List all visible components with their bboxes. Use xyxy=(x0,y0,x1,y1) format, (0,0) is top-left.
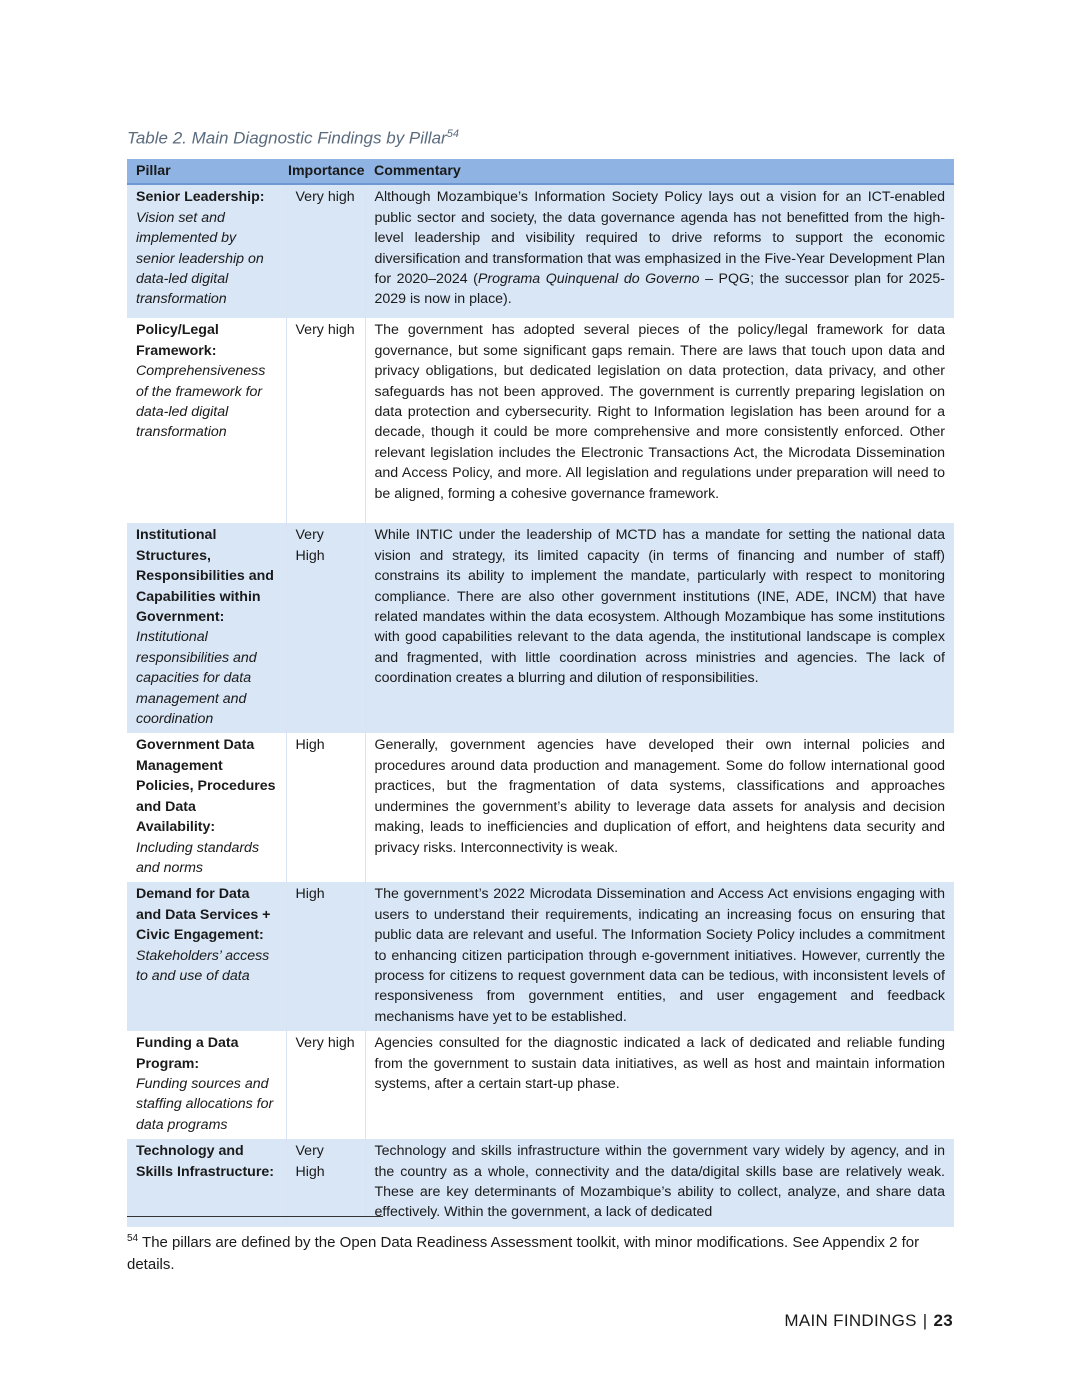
importance-cell: High xyxy=(286,733,365,882)
pillar-name: Institutional Structures, Responsibilities and Capabilities within Government: xyxy=(136,527,274,626)
footer-separator: | xyxy=(922,1311,928,1330)
footnote-number: 54 xyxy=(127,1233,139,1244)
commentary-cell: The government has adopted several pieces of the policy/legal framework for data governance, but some significant gaps remain. There are laws that touch upon data and privacy obligations, but dedicated legislation on data protection, data privacy, and other safeguards has not been approved. The government is currently preparing legislation on data protection and cybersecurity. Right to Information legislation has been around for a decade, though it could be more comprehensive and more consistently enforced. Other relevant legislation includes the Electronic Transactions Act, the Microdata Dissemination and Access Policy, and more. All legislation and regulations under preparation will need to be aligned, forming a cohesive governance framework. xyxy=(365,318,954,523)
table-row xyxy=(127,882,954,1031)
pillar-description: Comprehensiveness of the framework for data-led digital transformation xyxy=(136,363,266,441)
footnote-divider xyxy=(127,1216,383,1217)
table-caption xyxy=(127,128,459,149)
pillar-description: Vision set and implemented by senior leadership on data-led digital transformation xyxy=(136,209,264,308)
pillar-name: Technology and Skills Infrastructure: xyxy=(136,1143,274,1180)
table-row xyxy=(127,1139,954,1227)
pillar-name: Senior Leadership: xyxy=(136,189,265,206)
importance-cell: Very High xyxy=(286,1139,365,1227)
table-header-row xyxy=(127,159,954,184)
page-footer xyxy=(784,1311,953,1331)
table-row xyxy=(127,733,954,882)
pillar-cell xyxy=(127,523,286,733)
commentary-text-b: – PQG; the successor plan for 2025-2029 is now in place). xyxy=(374,271,945,308)
findings-table xyxy=(127,159,954,1227)
importance-cell: High xyxy=(286,882,365,1031)
table-row xyxy=(127,318,954,523)
pillar-description: Institutional responsibilities and capacities for data management and coordination xyxy=(136,629,257,728)
footnote-text: The pillars are defined by the Open Data Readiness Assessment toolkit, with minor modifications. See Appendix 2 for details. xyxy=(127,1234,920,1273)
header-pillar: Pillar xyxy=(127,159,286,184)
table-row xyxy=(127,184,954,318)
pillar-cell xyxy=(127,1139,286,1227)
table-row xyxy=(127,523,954,733)
table-row xyxy=(127,1031,954,1139)
pillar-cell xyxy=(127,1031,286,1139)
caption-text: Table 2. Main Diagnostic Findings by Pillar xyxy=(127,128,447,148)
importance-cell: Very High xyxy=(286,523,365,733)
pillar-name: Government Data Management Policies, Procedures and Data Availability: xyxy=(136,737,276,836)
importance-cell: Very high xyxy=(286,1031,365,1139)
commentary-cell: The government’s 2022 Microdata Dissemination and Access Act envisions engaging with users to understand their requirements, indicating an increasing focus on ensuring that public data are relevant and useful. The Information Society Policy includes a commitment to enhancing citizen participation through e-government initiatives. However, currently the process for citizens to request government data can be tedious, with inconsistent levels of responsiveness from government entities, and user engagement and feedback mechanisms have yet to be established. xyxy=(365,882,954,1031)
commentary-cell xyxy=(365,184,954,318)
header-commentary: Commentary xyxy=(365,159,954,184)
pillar-description: Funding sources and staffing allocations for data programs xyxy=(136,1075,274,1133)
page-number: 23 xyxy=(933,1311,953,1330)
commentary-cell: Generally, government agencies have developed their own internal policies and procedures around data production and management. Some do follow international good practices, but the fragmentation of data systems, classifications and approaches undermines the government’s ability to leverage data assets for analysis and decision making, leads to inefficiencies and duplication of effort, and heightens data security and privacy risks. Interconnectivity is weak. xyxy=(365,733,954,882)
commentary-cell: While INTIC under the leadership of MCTD has a mandate for setting the national data vision and strategy, its limited capacity (in terms of financing and number of staff) constrains its ability to implement the mandate, particularly with respect to monitoring compliance. There are also other government institutions (INE, ADE, INCM) that have related mandates within the data ecosystem. Although Mozambique has some institutions with good capabilities relevant to the data agenda, the institutional landscape is complex and fragmented, with little coordination across ministries and agencies. The lack of coordination creates a blurring and dilution of responsibilities. xyxy=(365,523,954,733)
pillar-cell xyxy=(127,733,286,882)
header-importance: Importance xyxy=(286,159,365,184)
pillar-description: Stakeholders’ access to and use of data xyxy=(136,947,270,984)
importance-cell: Very high xyxy=(286,318,365,523)
importance-cell: Very high xyxy=(286,184,365,318)
pillar-cell xyxy=(127,318,286,523)
pillar-name: Funding a Data Program: xyxy=(136,1035,239,1072)
pillar-name: Demand for Data and Data Services + Civic Engagement: xyxy=(136,886,271,944)
pillar-description: Including standards and norms xyxy=(136,839,260,876)
commentary-cell: Technology and skills infrastructure within the government vary widely by agency, and in the country as a whole, connectivity and the data/digital skills base are relatively weak. These are key determinants of Mozambique’s ability to collect, analyze, and share data effectively. Within the government, a lack of dedicated xyxy=(365,1139,954,1227)
commentary-italic-title: Programa Quinquenal do Governo xyxy=(477,271,700,288)
caption-footnote-ref[interactable]: 54 xyxy=(446,128,459,140)
commentary-text-a: Although Mozambique’s Information Society Policy lays out a vision for an ICT-enabled public sector and society, the data governance agenda has not benefitted from the high-level leadership and visibility required to drive reforms to support the economic diversification and transformation that was emphasized in the Five-Year Development Plan for 2020–2024 ( xyxy=(374,189,945,288)
pillar-cell xyxy=(127,184,286,318)
pillar-name: Policy/Legal Framework: xyxy=(136,322,219,359)
pillar-cell xyxy=(127,882,286,1031)
commentary-cell: Agencies consulted for the diagnostic indicated a lack of dedicated and reliable funding from the government to sustain data initiatives, as well as host and maintain information systems, after a certain start-up phase. xyxy=(365,1031,954,1139)
footer-section: MAIN FINDINGS xyxy=(784,1311,917,1330)
footnote xyxy=(127,1228,957,1276)
